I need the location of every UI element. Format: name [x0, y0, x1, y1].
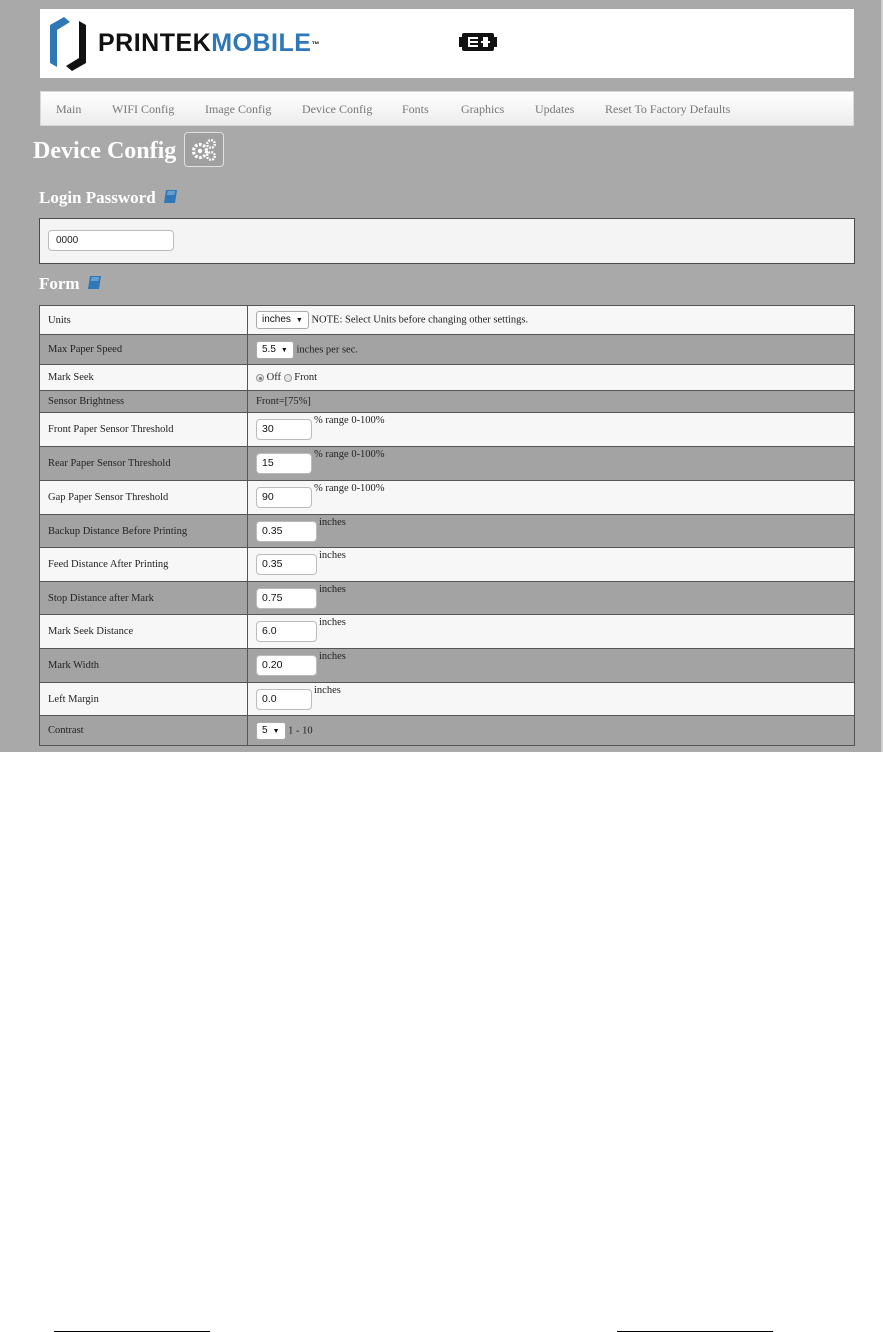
units-select-value: inches — [262, 314, 291, 325]
table-row — [40, 615, 855, 649]
nav-item-main[interactable]: Main — [56, 102, 82, 116]
stop-distance-label: Stop Distance after Mark — [40, 582, 248, 615]
contrast-select[interactable] — [256, 722, 286, 740]
stop-distance-cell — [248, 582, 855, 615]
mark-seek-front-radio[interactable] — [284, 374, 292, 382]
gap-threshold-suffix: % range 0-100% — [314, 483, 385, 494]
mark-width-input[interactable]: 0.20 — [256, 655, 317, 676]
gap-threshold-cell — [248, 481, 855, 515]
max-paper-speed-cell — [248, 335, 855, 365]
mark-seek-off-label: Off — [266, 372, 282, 383]
units-cell — [248, 306, 855, 335]
nav-item-reset-factory-defaults[interactable]: Reset To Factory Defaults — [605, 102, 731, 116]
printek-logo-icon — [43, 12, 93, 81]
nav-item-graphics[interactable]: Graphics — [461, 102, 505, 116]
table-row — [40, 683, 855, 716]
feed-distance-label: Feed Distance After Printing — [40, 548, 248, 582]
contrast-suffix: 1 - 10 — [288, 724, 313, 736]
feed-distance-suffix: inches — [319, 550, 346, 561]
backup-distance-label: Backup Distance Before Printing — [40, 515, 248, 548]
contrast-select-value: 5 — [262, 724, 268, 736]
units-label: Units — [40, 306, 248, 335]
mark-seek-distance-suffix: inches — [319, 617, 346, 628]
table-row — [40, 306, 855, 335]
nav-item-wifi-config[interactable]: WIFI Config — [112, 102, 175, 116]
backup-distance-cell — [248, 515, 855, 548]
login-password-panel — [39, 218, 855, 264]
front-threshold-suffix: % range 0-100% — [314, 415, 385, 426]
stop-distance-suffix: inches — [319, 583, 346, 595]
brand-name-part1: PRINTEK — [98, 29, 212, 57]
trademark-symbol: ™ — [311, 40, 320, 49]
left-margin-label: Left Margin — [40, 683, 248, 716]
form-heading — [39, 273, 102, 296]
mark-seek-front-label: Front — [294, 372, 318, 383]
rear-threshold-input[interactable]: 15 — [256, 453, 312, 474]
units-note: NOTE: Select Units before changing other settings. — [311, 314, 529, 326]
feed-distance-input[interactable]: 0.35 — [256, 554, 317, 575]
stop-distance-input[interactable]: 0.75 — [256, 588, 317, 609]
nav-item-fonts[interactable]: Fonts — [402, 102, 429, 116]
sensor-brightness-label: Sensor Brightness — [40, 391, 248, 413]
units-select[interactable] — [256, 311, 309, 329]
mark-width-label: Mark Width — [40, 649, 248, 683]
contrast-label: Contrast — [40, 716, 248, 746]
gap-threshold-input[interactable]: 90 — [256, 487, 312, 508]
chevron-down-icon: ▼ — [272, 727, 280, 735]
feed-distance-cell — [248, 548, 855, 582]
password-input[interactable]: 0000 — [48, 230, 174, 251]
table-row — [40, 365, 855, 391]
table-row — [40, 649, 855, 683]
rear-threshold-suffix: % range 0-100% — [314, 449, 385, 460]
mark-width-cell — [248, 649, 855, 683]
table-row — [40, 481, 855, 515]
nav-item-device-config[interactable]: Device Config — [302, 102, 373, 116]
nav-item-image-config[interactable]: Image Config — [205, 102, 272, 116]
book-icon[interactable] — [87, 274, 102, 296]
book-icon[interactable] — [163, 188, 178, 210]
sensor-brightness-value: Front=[75%] — [248, 391, 855, 413]
max-paper-speed-label: Max Paper Speed — [40, 335, 248, 365]
table-row — [40, 716, 855, 746]
max-paper-speed-suffix: inches per sec. — [296, 343, 358, 355]
nav-item-updates[interactable]: Updates — [535, 102, 575, 116]
rear-threshold-label: Rear Paper Sensor Threshold — [40, 447, 248, 481]
form-heading-text: Form — [39, 274, 80, 293]
mark-width-suffix: inches — [319, 651, 346, 662]
table-row — [40, 447, 855, 481]
table-row — [40, 335, 855, 365]
backup-distance-suffix: inches — [319, 516, 346, 528]
table-row — [40, 413, 855, 447]
mark-seek-distance-input[interactable]: 6.0 — [256, 621, 317, 642]
login-password-heading-text: Login Password — [39, 188, 156, 207]
table-row — [40, 391, 855, 413]
backup-distance-input[interactable]: 0.35 — [256, 521, 317, 542]
max-paper-speed-select[interactable] — [256, 341, 294, 359]
front-threshold-label: Front Paper Sensor Threshold — [40, 413, 248, 447]
max-paper-speed-select-value: 5.5 — [262, 343, 276, 355]
mark-seek-off-radio[interactable] — [256, 374, 264, 382]
left-margin-cell — [248, 683, 855, 716]
table-row — [40, 515, 855, 548]
front-threshold-cell — [248, 413, 855, 447]
left-margin-suffix: inches — [314, 684, 341, 696]
mark-seek-cell — [248, 365, 855, 391]
login-password-heading — [39, 187, 178, 210]
front-threshold-input[interactable]: 30 — [256, 419, 312, 440]
table-row — [40, 582, 855, 615]
rear-threshold-cell — [248, 447, 855, 481]
mark-seek-label: Mark Seek — [40, 365, 248, 391]
battery-icon — [459, 31, 497, 58]
device-config-form-table — [39, 305, 855, 746]
left-margin-input[interactable]: 0.0 — [256, 689, 312, 710]
table-row — [40, 548, 855, 582]
mark-seek-distance-label: Mark Seek Distance — [40, 615, 248, 649]
page-title: Device Config — [33, 138, 177, 164]
chevron-down-icon: ▼ — [280, 346, 288, 354]
main-nav — [40, 91, 854, 126]
chevron-down-icon: ▼ — [295, 317, 303, 324]
gears-button[interactable] — [184, 132, 224, 167]
contrast-cell — [248, 716, 855, 746]
brand-name-part2: MOBILE — [211, 29, 312, 57]
mark-seek-distance-cell — [248, 615, 855, 649]
gap-threshold-label: Gap Paper Sensor Threshold — [40, 481, 248, 515]
brand-name — [98, 28, 320, 58]
header-banner — [40, 9, 854, 78]
